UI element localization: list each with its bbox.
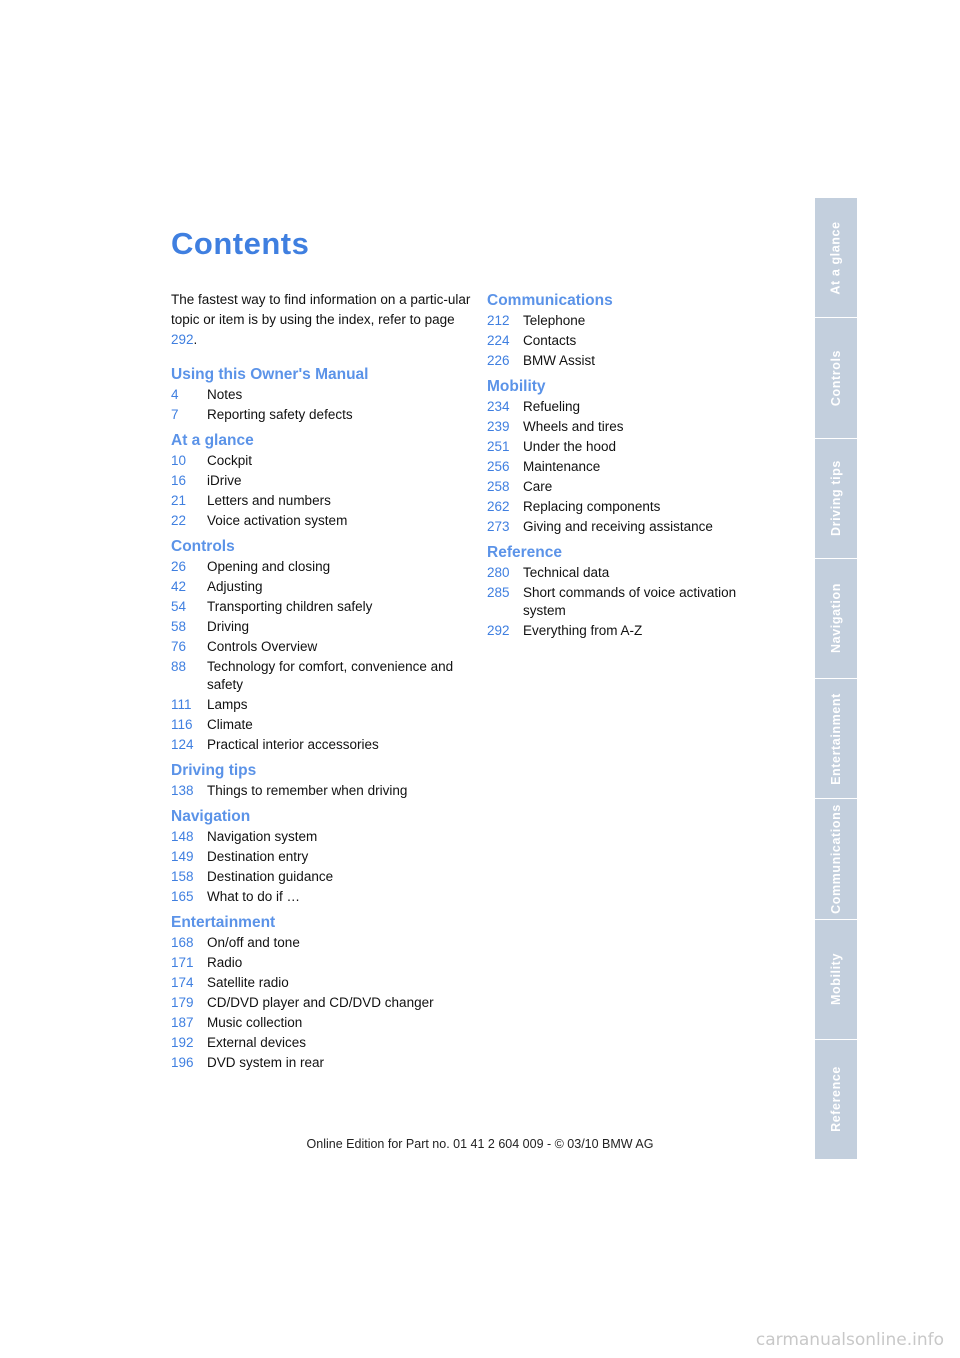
toc-entry-label: Driving [207, 619, 250, 634]
side-tab[interactable] [815, 559, 857, 679]
toc-entry-label: CD/DVD player and CD/DVD changer [207, 995, 434, 1010]
toc-entry-label: Opening and closing [207, 559, 331, 574]
side-tab-label: Driving tips [829, 460, 843, 537]
toc-page-number[interactable]: 149 [171, 849, 194, 864]
toc-page-number[interactable]: 192 [171, 1035, 194, 1050]
side-tab-label: Navigation [829, 583, 843, 654]
toc-section [171, 364, 471, 424]
page-title: Contents [171, 226, 310, 261]
toc-entry-label: Under the hood [523, 439, 617, 454]
toc-page-number[interactable]: 165 [171, 889, 194, 904]
toc-entry[interactable] [487, 518, 787, 536]
toc-page-number[interactable]: 258 [487, 479, 510, 494]
toc-entry[interactable] [487, 312, 787, 330]
toc-entry-label: Music collection [207, 1015, 303, 1030]
toc-entry-label: Destination guidance [207, 869, 334, 884]
toc-entry[interactable] [171, 1054, 471, 1072]
toc-entry-label: External devices [207, 1035, 307, 1050]
toc-page-number[interactable]: 138 [171, 783, 194, 798]
toc-page-number[interactable]: 280 [487, 565, 510, 580]
toc-entry[interactable] [487, 398, 787, 416]
toc-entry-label: Letters and numbers [207, 493, 331, 508]
toc-page-number[interactable]: 42 [171, 579, 187, 594]
toc-entry[interactable] [171, 472, 471, 490]
section-heading[interactable]: Driving tips [171, 762, 257, 779]
toc-section [171, 430, 471, 530]
toc-entry[interactable] [487, 584, 787, 620]
toc-entry-label: Lamps [207, 697, 248, 712]
toc-entry[interactable] [487, 498, 787, 516]
toc-entry-label: Controls Overview [207, 639, 318, 654]
toc-page-number[interactable]: 4 [171, 387, 179, 402]
section-heading[interactable]: Navigation [171, 808, 251, 825]
toc-entry[interactable] [487, 332, 787, 350]
toc-entry-label: iDrive [207, 473, 242, 488]
toc-page-number[interactable]: 58 [171, 619, 187, 634]
toc-page-number[interactable]: 158 [171, 869, 194, 884]
toc-entry[interactable] [171, 848, 471, 866]
toc-page-number[interactable]: 21 [171, 493, 187, 508]
toc-entry-label: Giving and receiving assistance [523, 519, 713, 534]
contents-column-right [487, 290, 787, 646]
toc-entry[interactable] [171, 658, 471, 694]
toc-page-number[interactable]: 196 [171, 1055, 194, 1070]
toc-page-number[interactable]: 239 [487, 419, 510, 434]
toc-page-number[interactable]: 212 [487, 313, 510, 328]
toc-entry[interactable] [171, 696, 471, 714]
toc-page-number[interactable]: 88 [171, 659, 187, 674]
toc-page-number[interactable]: 10 [171, 453, 187, 468]
section-heading[interactable]: Using this Owner's Manual [171, 366, 369, 383]
chapter-side-tabs [815, 198, 857, 1160]
toc-page-number[interactable]: 226 [487, 353, 510, 368]
toc-page-number[interactable]: 148 [171, 829, 194, 844]
intro-text: The fastest way to find information on a partic-ular topic or item is by using the index, refer to page [171, 292, 471, 327]
side-tab[interactable] [815, 799, 857, 919]
toc-entry-label: Things to remember when driving [207, 783, 408, 798]
toc-entry[interactable] [171, 1034, 471, 1052]
toc-page-number[interactable]: 168 [171, 935, 194, 950]
toc-entry[interactable] [487, 438, 787, 456]
toc-page-number[interactable]: 256 [487, 459, 510, 474]
toc-section [487, 290, 787, 370]
toc-entry-label: Practical interior accessories [207, 737, 379, 752]
section-heading[interactable]: At a glance [171, 432, 254, 449]
toc-entry-label: What to do if … [207, 889, 301, 904]
toc-entry-label: Technology for comfort, convenience and safety [207, 659, 454, 692]
toc-entry-label: Contacts [523, 333, 577, 348]
toc-page-number[interactable]: 292 [487, 623, 510, 638]
toc-entry-label: Radio [207, 955, 243, 970]
side-tab[interactable] [815, 318, 857, 438]
side-tab-label: Controls [829, 349, 843, 406]
toc-page-number[interactable]: 116 [171, 717, 193, 732]
toc-entry[interactable] [171, 782, 471, 800]
side-tab-label: Reference [829, 1066, 844, 1133]
side-tab-label: Communications [829, 803, 843, 914]
toc-entry[interactable] [171, 512, 471, 530]
toc-entry-label: Climate [207, 717, 253, 732]
toc-entry-label: Wheels and tires [523, 419, 624, 434]
side-tab-label: At a glance [829, 220, 844, 295]
toc-page-number[interactable]: 54 [171, 599, 187, 614]
toc-page-number[interactable]: 285 [487, 585, 510, 600]
toc-page-number[interactable]: 234 [487, 399, 510, 414]
toc-page-number[interactable]: 22 [171, 513, 187, 528]
toc-entry[interactable] [171, 868, 471, 886]
toc-page-number[interactable]: 16 [171, 473, 187, 488]
toc-page-number[interactable]: 124 [171, 737, 194, 752]
toc-entry[interactable] [171, 716, 471, 734]
toc-entry[interactable] [171, 888, 471, 906]
toc-entry[interactable] [171, 618, 471, 636]
index-page-link[interactable]: 292 [171, 332, 194, 347]
watermark-logo: carmanualsonline.info [755, 1330, 944, 1350]
toc-entry[interactable] [171, 638, 471, 656]
toc-entry[interactable] [171, 578, 471, 596]
toc-section [171, 536, 471, 754]
toc-entry-label: Refueling [523, 399, 581, 414]
toc-entry-label: Maintenance [523, 459, 601, 474]
footer-edition-note: Online Edition for Part no. 01 41 2 604 009 - © 03/10 BMW AG [306, 1137, 654, 1151]
side-tab[interactable] [815, 920, 857, 1040]
toc-entry-label: Satellite radio [207, 975, 289, 990]
toc-page-number[interactable]: 26 [171, 559, 187, 574]
side-tab[interactable] [815, 439, 857, 559]
toc-entry-label: Everything from A-Z [523, 623, 643, 638]
side-tab[interactable] [815, 679, 857, 799]
toc-entry[interactable] [487, 564, 787, 582]
toc-section [487, 542, 787, 640]
toc-entry-label: Navigation system [207, 829, 318, 844]
toc-entry-label: Cockpit [207, 453, 253, 468]
toc-entry[interactable] [171, 994, 471, 1012]
toc-page-number[interactable]: 262 [487, 499, 510, 514]
toc-entry-label: BMW Assist [523, 353, 596, 368]
toc-page-number[interactable]: 171 [171, 955, 194, 970]
toc-entry-label: Technical data [523, 565, 610, 580]
toc-entry[interactable] [171, 598, 471, 616]
toc-page-number[interactable]: 179 [171, 995, 194, 1010]
toc-entry[interactable] [487, 352, 787, 370]
toc-page-number[interactable]: 224 [487, 333, 510, 348]
toc-page-number[interactable]: 76 [171, 639, 187, 654]
toc-page-number[interactable]: 251 [487, 439, 510, 454]
toc-entry-label: On/off and tone [207, 935, 300, 950]
toc-entry[interactable] [171, 452, 471, 470]
toc-entry[interactable] [171, 1014, 471, 1032]
side-tab[interactable] [815, 198, 857, 318]
toc-entry[interactable] [171, 954, 471, 972]
toc-entry[interactable] [487, 478, 787, 496]
toc-entry[interactable] [171, 558, 471, 576]
toc-entry[interactable] [171, 828, 471, 846]
toc-page-number[interactable]: 174 [171, 975, 194, 990]
toc-section [171, 760, 471, 800]
toc-entry[interactable] [171, 386, 471, 404]
section-heading[interactable]: Communications [487, 292, 613, 309]
toc-entry[interactable] [171, 934, 471, 952]
toc-page-number[interactable]: 7 [171, 407, 179, 422]
toc-entry[interactable] [171, 492, 471, 510]
toc-entry-label: Notes [207, 387, 243, 402]
toc-entry-label: Destination entry [207, 849, 309, 864]
toc-entry[interactable] [171, 736, 471, 754]
side-tab-label: Mobility [829, 953, 843, 1006]
section-heading[interactable]: Entertainment [171, 914, 276, 931]
toc-page-number[interactable]: 187 [171, 1015, 194, 1030]
toc-page-number[interactable]: 273 [487, 519, 510, 534]
toc-entry[interactable] [487, 458, 787, 476]
toc-entry-label: Short commands of voice activation system [523, 585, 737, 618]
section-heading[interactable]: Controls [171, 538, 235, 555]
contents-column-left [171, 290, 471, 1078]
toc-section [171, 912, 471, 1072]
toc-section [487, 376, 787, 536]
toc-entry-label: Care [523, 479, 553, 494]
intro-paragraph [171, 290, 471, 350]
toc-entry[interactable] [487, 622, 787, 640]
toc-entry-label: Transporting children safely [207, 599, 373, 614]
toc-entry-label: Reporting safety defects [207, 407, 353, 422]
toc-entry-label: Replacing components [523, 499, 661, 514]
toc-entry[interactable] [171, 974, 471, 992]
toc-entry-label: Telephone [523, 313, 586, 328]
toc-entry-label: DVD system in rear [207, 1055, 325, 1070]
toc-entry-label: Adjusting [207, 579, 263, 594]
side-tab-label: Entertainment [829, 692, 843, 785]
toc-entry[interactable] [487, 418, 787, 436]
toc-entry[interactable] [171, 406, 471, 424]
toc-section [171, 806, 471, 906]
toc-page-number[interactable]: 111 [171, 697, 192, 712]
intro-suffix: . [193, 332, 198, 347]
section-heading[interactable]: Reference [487, 544, 562, 561]
section-heading[interactable]: Mobility [487, 378, 546, 395]
toc-entry-label: Voice activation system [207, 513, 348, 528]
